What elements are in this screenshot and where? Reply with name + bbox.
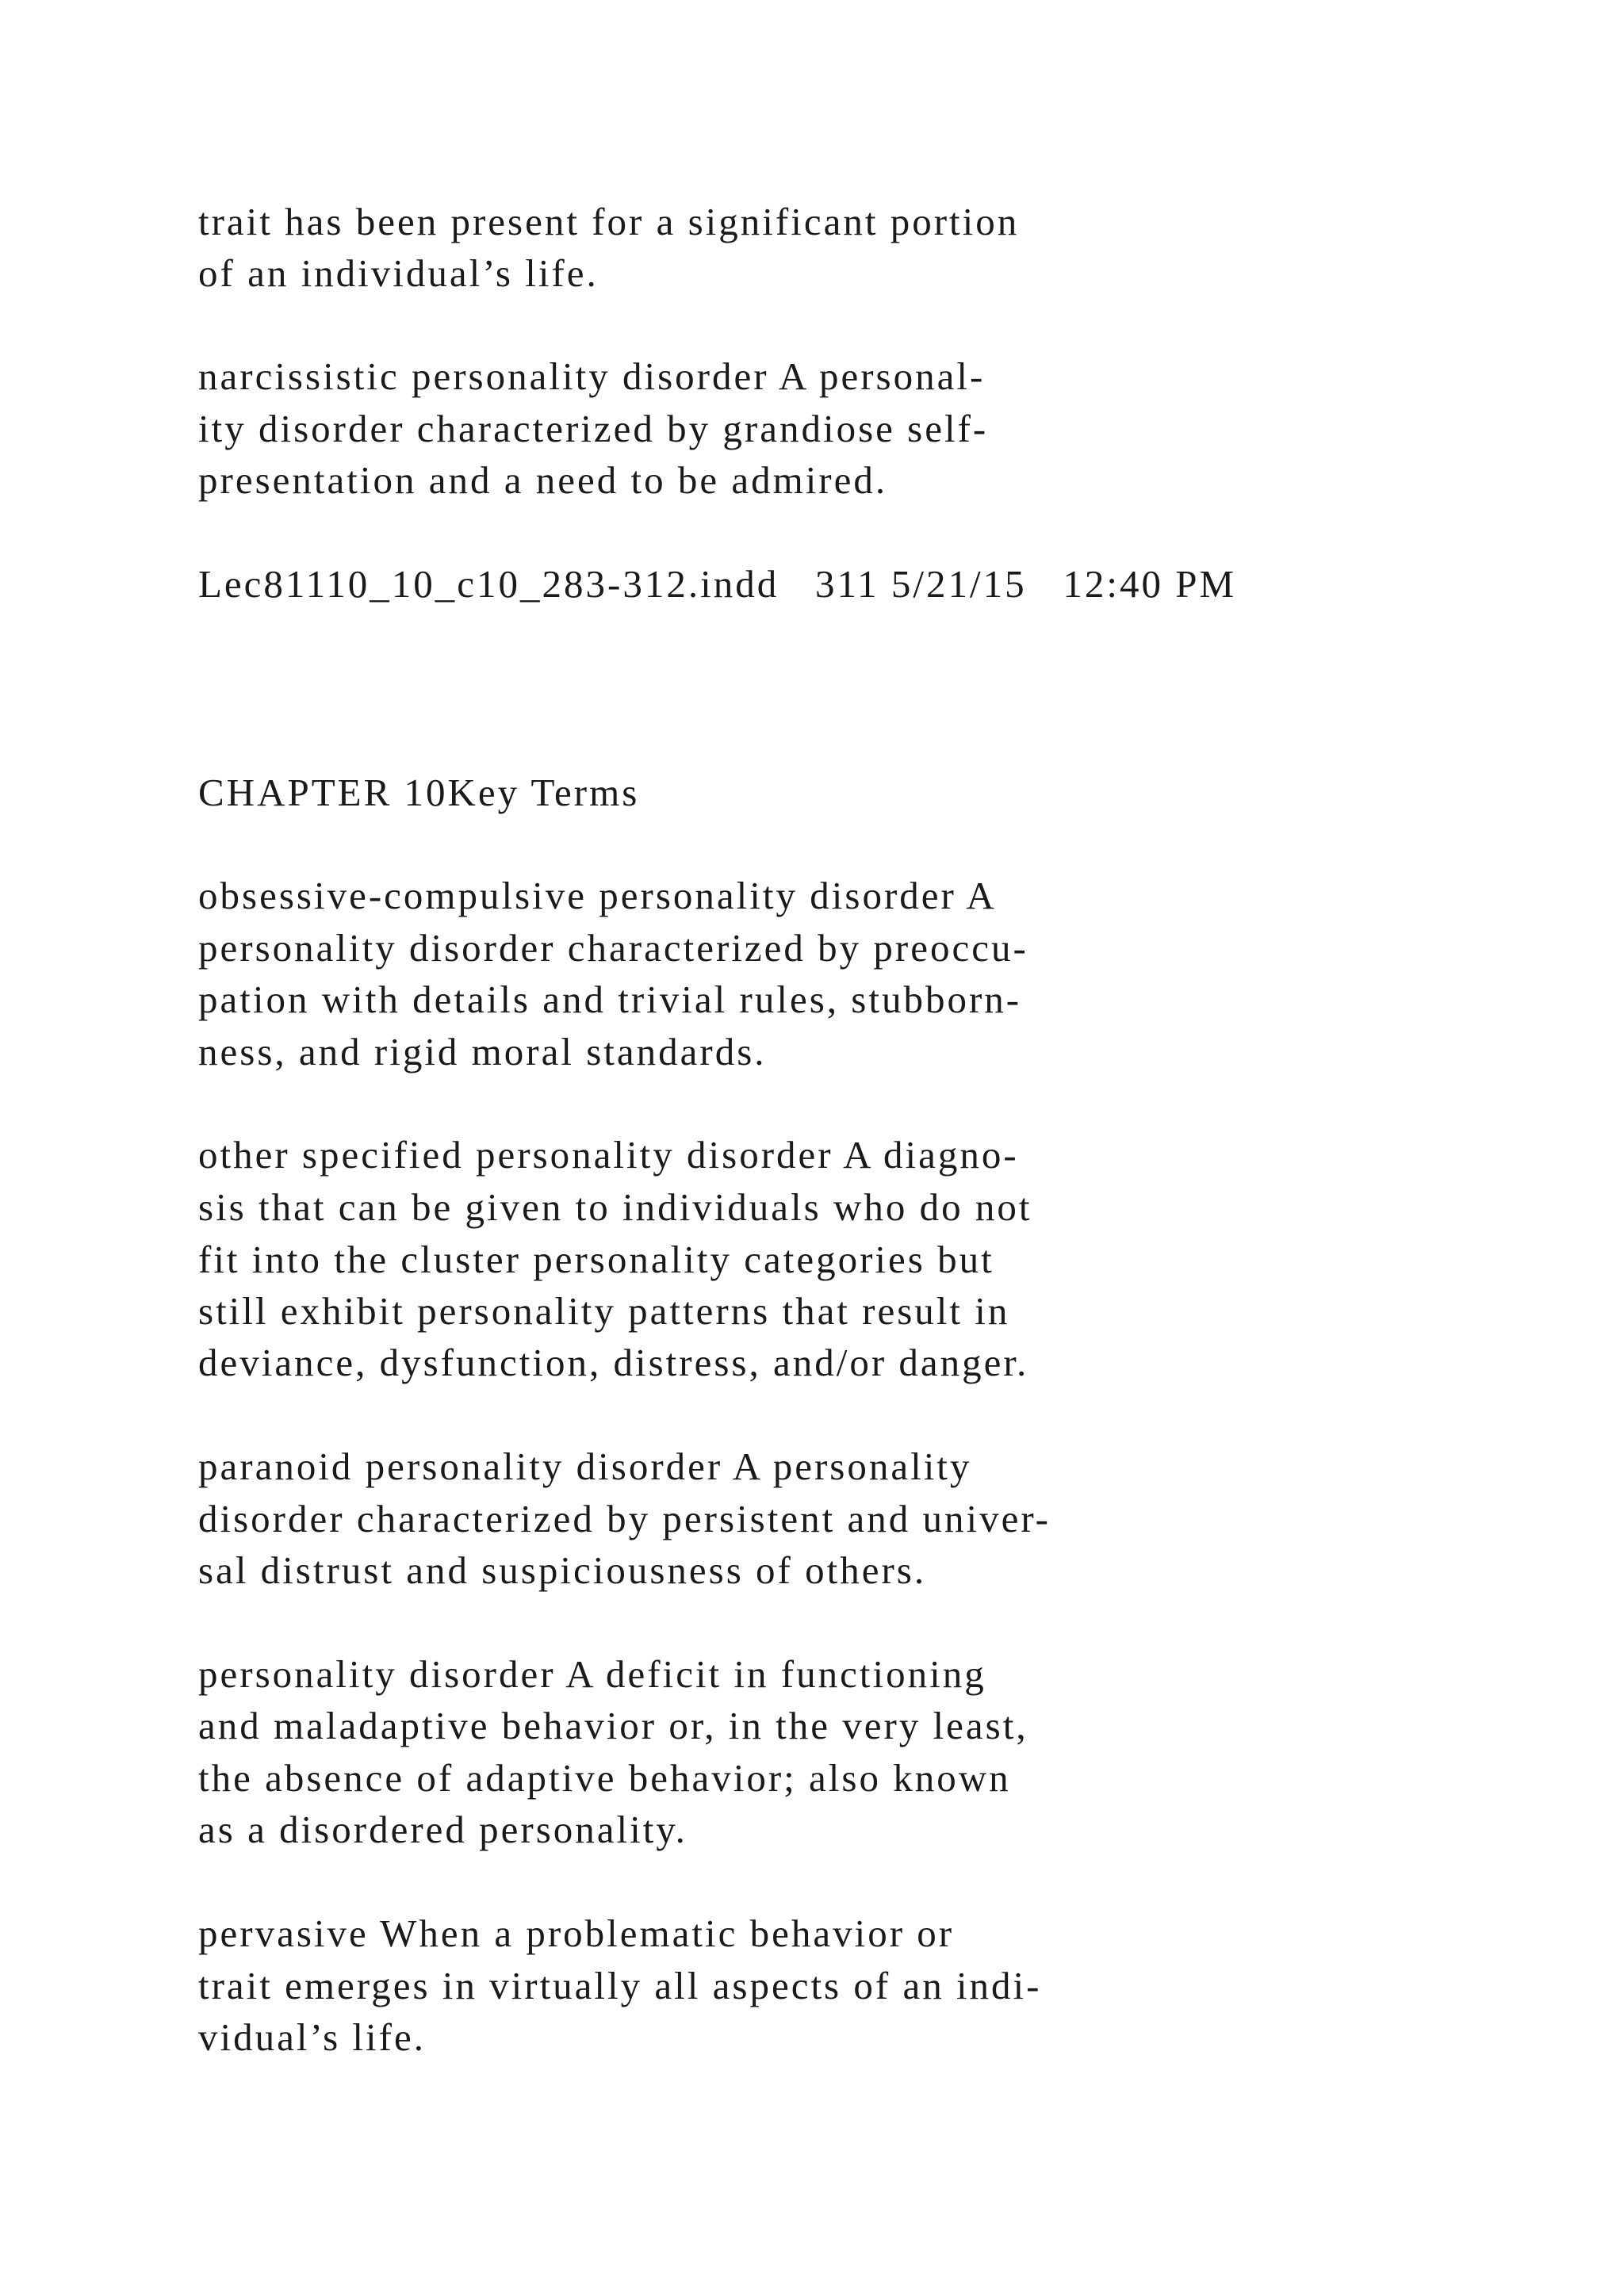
file-footer: Lec81110_10_c10_283-312.indd 311 5/21/15 12:40 PM	[198, 562, 1237, 606]
term-line: personality disorder A deficit in functioning	[198, 1652, 986, 1696]
term-line: paranoid personality disorder A personality	[198, 1445, 972, 1488]
term-line: obsessive-compulsive personality disorder A	[198, 874, 997, 917]
chapter-heading: CHAPTER 10Key Terms	[198, 771, 640, 814]
text-line: pation with details and trivial rules, stubborn-	[198, 978, 1022, 1021]
text-line: disorder characterized by persistent and univer-	[198, 1497, 1051, 1540]
text-line: trait has been present for a significant portion	[198, 200, 1020, 243]
text-line: ness, and rigid moral standards.	[198, 1030, 767, 1073]
text-line: deviance, dysfunction, distress, and/or danger.	[198, 1341, 1029, 1384]
text-line: vidual’s life.	[198, 2015, 426, 2059]
term-line: other specified personality disorder A diagno-	[198, 1133, 1019, 1177]
text-line: and maladaptive behavior or, in the very least,	[198, 1704, 1028, 1747]
text-line: sis that can be given to individuals who do not	[198, 1185, 1032, 1229]
text-line: ity disorder characterized by grandiose self-	[198, 407, 989, 450]
text-line: still exhibit personality patterns that result in	[198, 1289, 1010, 1333]
text-line: presentation and a need to be admired.	[198, 458, 888, 502]
text-line: as a disordered personality.	[198, 1808, 688, 1851]
text-line: personality disorder characterized by preoccu-	[198, 926, 1028, 970]
text-line: sal distrust and suspiciousness of others.	[198, 1548, 927, 1592]
term-line: pervasive When a problematic behavior or	[198, 1911, 955, 1955]
text-line: of an individual’s life.	[198, 251, 599, 295]
term-line: narcissistic personality disorder A personal-	[198, 354, 986, 398]
text-line: fit into the cluster personality categories but	[198, 1238, 994, 1281]
text-line: the absence of adaptive behavior; also known	[198, 1756, 1011, 1800]
text-line: trait emerges in virtually all aspects of an indi-	[198, 1964, 1042, 2007]
